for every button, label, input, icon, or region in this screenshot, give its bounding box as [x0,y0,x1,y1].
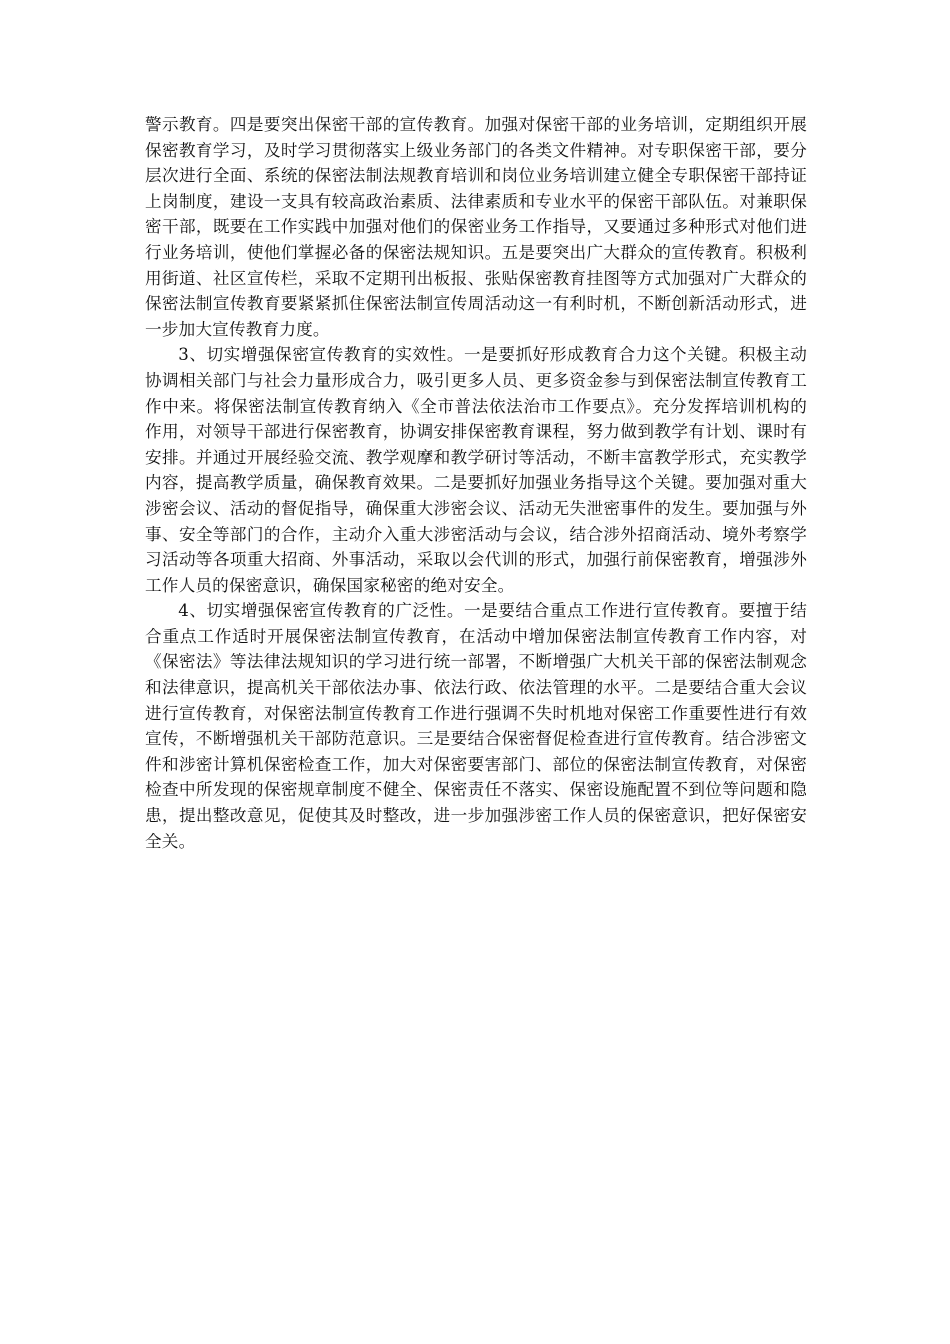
paragraph-section-4: 4、切实增强保密宣传教育的广泛性。一是要结合重点工作进行宣传教育。要擅于结合重点工作适时开展保密法制宣传教育，在活动中增加保密法制宣传教育工作内容，对《保密法》等法律法规知识的学习进行统一部署，不断增强广大机关干部的保密法制观念和法律意识，提高机关干部依法办事、依法行政、依法管理的水平。二是要结合重大会议进行宣传教育，对保密法制宣传教育工作进行强调不失时机地对保密工作重要性进行有效宣传，不断增强机关干部防范意识。三是要结合保密督促检查进行宣传教育。结合涉密文件和涉密计算机保密检查工作，加大对保密要害部门、部位的保密法制宣传教育，对保密检查中所发现的保密规章制度不健全、保密责任不落实、保密设施配置不到位等问题和隐患，提出整改意见，促使其及时整改，进一步加强涉密工作人员的保密意识，把好保密安全关。 [145,601,807,851]
paragraph-section-3: 3、切实增强保密宣传教育的实效性。一是要抓好形成教育合力这个关键。积极主动协调相关部门与社会力量形成合力，吸引更多人员、更多资金参与到保密法制宣传教育工作中来。将保密法制宣传教育纳入《全市普法依法治市工作要点》。充分发挥培训机构的作用，对领导干部进行保密教育，协调安排保密教育课程，努力做到教学有计划、课时有安排。并通过开展经验交流、教学观摩和教学研讨等活动，不断丰富教学形式，充实教学内容，提高教学质量，确保教育效果。二是要抓好加强业务指导这个关键。要加强对重大涉密会议、活动的督促指导，确保重大涉密会议、活动无失泄密事件的发生。要加强与外事、安全等部门的合作，主动介入重大涉密活动与会议，结合涉外招商活动、境外考察学习活动等各项重大招商、外事活动，采取以会代训的形式，加强行前保密教育，增强涉外工作人员的保密意识，确保国家秘密的绝对安全。 [145,345,807,595]
document-body [145,112,807,854]
paragraph-continuation: 警示教育。四是要突出保密干部的宣传教育。加强对保密干部的业务培训，定期组织开展保密教育学习，及时学习贯彻落实上级业务部门的各类文件精神。对专职保密干部，要分层次进行全面、系统的保密法制法规教育培训和岗位业务培训建立健全专职保密干部持证上岗制度，建设一支具有较高政治素质、法律素质和专业水平的保密干部队伍。对兼职保密干部，既要在工作实践中加强对他们的保密业务工作指导，又要通过多种形式对他们进行业务培训，使他们掌握必备的保密法规知识。五是要突出广大群众的宣传教育。积极利用街道、社区宣传栏，采取不定期刊出板报、张贴保密教育挂图等方式加强对广大群众的保密法制宣传教育要紧紧抓住保密法制宣传周活动这一有利时机，不断创新活动形式，进一步加大宣传教育力度。 [145,115,807,339]
